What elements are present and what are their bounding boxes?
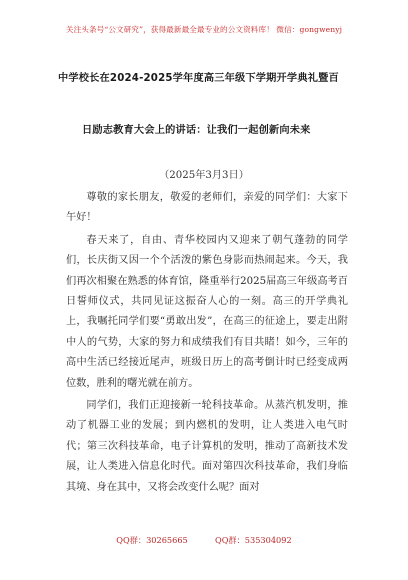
speech-body xyxy=(66,188,348,498)
document-title-line-2: 日励志教育大会上的讲话：让我们一起创新向未来 xyxy=(82,125,311,136)
paragraph-greeting: 尊敬的家长朋友，敬爱的老师们，亲爱的同学们：大家下午好！ xyxy=(66,192,348,224)
promo-banner: 关注头条号“公文研究”，获得最新最全最专业的公文资料库！ 微信：gongwenyj xyxy=(65,25,343,34)
footer-contact xyxy=(0,535,408,546)
document-title-line-1: 中学校长在2024-2025学年度高三年级下学期开学典礼暨百 xyxy=(58,73,339,84)
speech-date: （2025年3月3日） xyxy=(159,170,249,181)
paragraph-spring: 春天来了，自由、青华校园内又迎来了朝气蓬勃的同学们，长庆街又因一个个活泼的紫色身影而热闹起来。今天，我们再次相聚在熟悉的体育馆，隆重举行2025届高三年级高考百日誓师仪式，共同见证这振奋人心的一刻。高三的开学典礼上，我嘱托同学们要“勇敢出发”，在高三的征途上，要走出附中人的气势，大家的努力和成绩我们有目共睹！如今，三年的高中生活已经接近尾声，班级日历上的高考倒计时已经变成两位数，胜利的曙光就在前方。 xyxy=(66,234,348,389)
footer-qq-group-2: QQ群：535304092 xyxy=(215,535,292,545)
footer-qq-group-1: QQ群：30265665 xyxy=(116,535,188,545)
paragraph-technology: 同学们，我们正迎接新一轮科技革命。从蒸汽机发明，推动了机器工业的发展；到内燃机的发明，让人类进入电气时代；第三次科技革命，电子计算机的发明，推动了高新技术发展，让人类进入信息化时代。面对第四次科技革命，我们身临其境、身在其中，又将会改变什么呢？面对 xyxy=(66,400,348,493)
